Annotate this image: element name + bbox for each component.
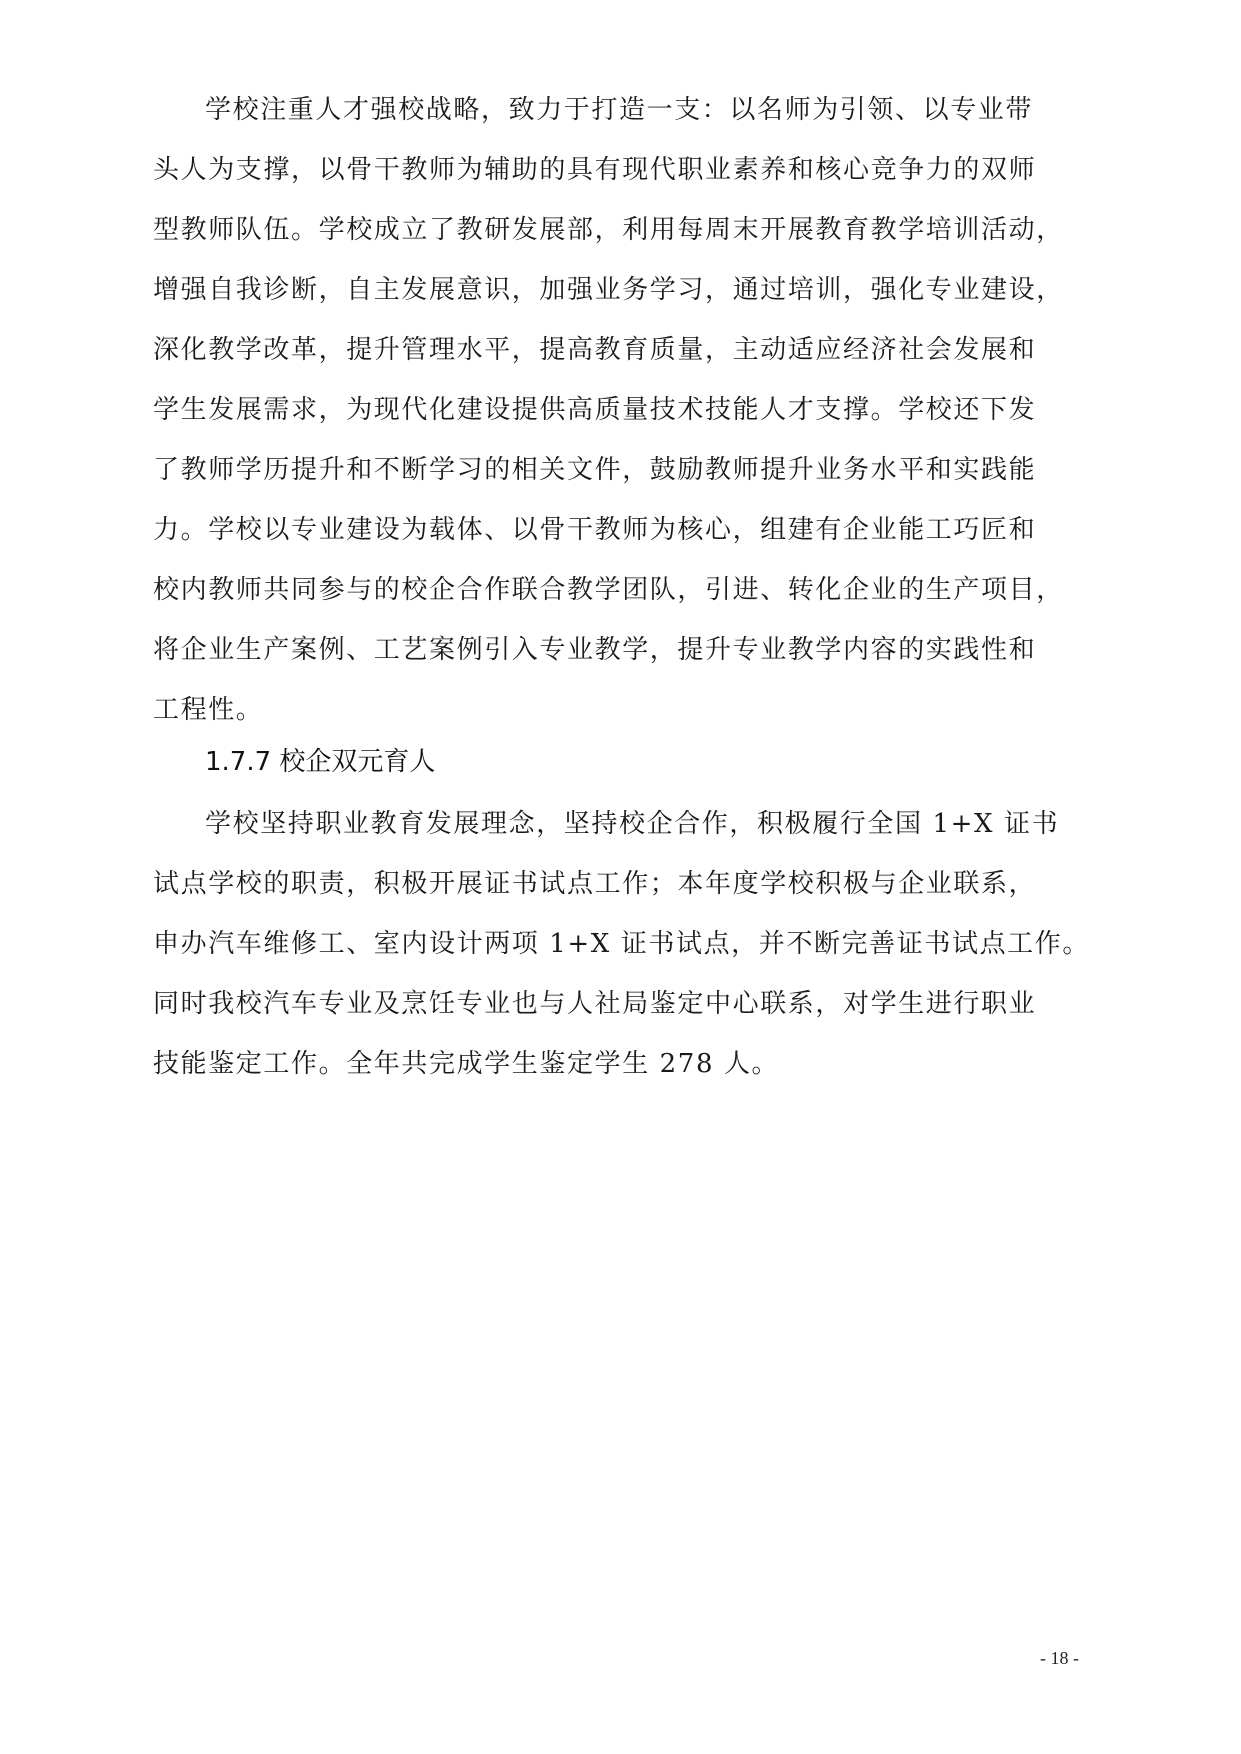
paragraph-1-line-3: 型教师队伍。学校成立了教研发展部，利用每周末开展教育教学培训活动，	[153, 215, 1064, 245]
paragraph-2-line-5: 技能鉴定工作。全年共完成学生鉴定学生 278 人。	[153, 1049, 780, 1079]
paragraph-1-line-9: 校内教师共同参与的校企合作联合教学团队，引进、转化企业的生产项目，	[153, 575, 1064, 605]
page-number: - 18 -	[1040, 1648, 1079, 1668]
paragraph-1-line-2: 头人为支撑，以骨干教师为辅助的具有现代职业素养和核心竞争力的双师	[153, 155, 1037, 185]
paragraph-1-line-7: 了教师学历提升和不断学习的相关文件，鼓励教师提升业务水平和实践能	[153, 455, 1037, 485]
paragraph-1-line-11: 工程性。	[153, 695, 264, 725]
paragraph-2-line-3: 申办汽车维修工、室内设计两项 1+X 证书试点，并不断完善证书试点工作。	[153, 929, 1090, 959]
paragraph-1-line-4: 增强自我诊断，自主发展意识，加强业务学习，通过培训，强化专业建设，	[153, 275, 1064, 305]
paragraph-1-line-1: 学校注重人才强校战略，致力于打造一支：以名师为引领、以专业带	[205, 95, 1034, 125]
paragraph-1-line-6: 学生发展需求，为现代化建设提供高质量技术技能人才支撑。学校还下发	[153, 395, 1037, 425]
paragraph-1-line-5: 深化教学改革，提升管理水平，提高教育质量，主动适应经济社会发展和	[153, 335, 1037, 365]
paragraph-2-line-4: 同时我校汽车专业及烹饪专业也与人社局鉴定中心联系，对学生进行职业	[153, 989, 1037, 1019]
paragraph-2-line-2: 试点学校的职责，积极开展证书试点工作；本年度学校积极与企业联系，	[153, 869, 1037, 899]
section-heading: 1.7.7 校企双元育人	[205, 747, 436, 777]
paragraph-1-line-8: 力。学校以专业建设为载体、以骨干教师为核心，组建有企业能工巧匠和	[153, 515, 1037, 545]
paragraph-1-line-10: 将企业生产案例、工艺案例引入专业教学，提升专业教学内容的实践性和	[153, 635, 1037, 665]
paragraph-2-line-1: 学校坚持职业教育发展理念，坚持校企合作，积极履行全国 1+X 证书	[205, 809, 1060, 839]
